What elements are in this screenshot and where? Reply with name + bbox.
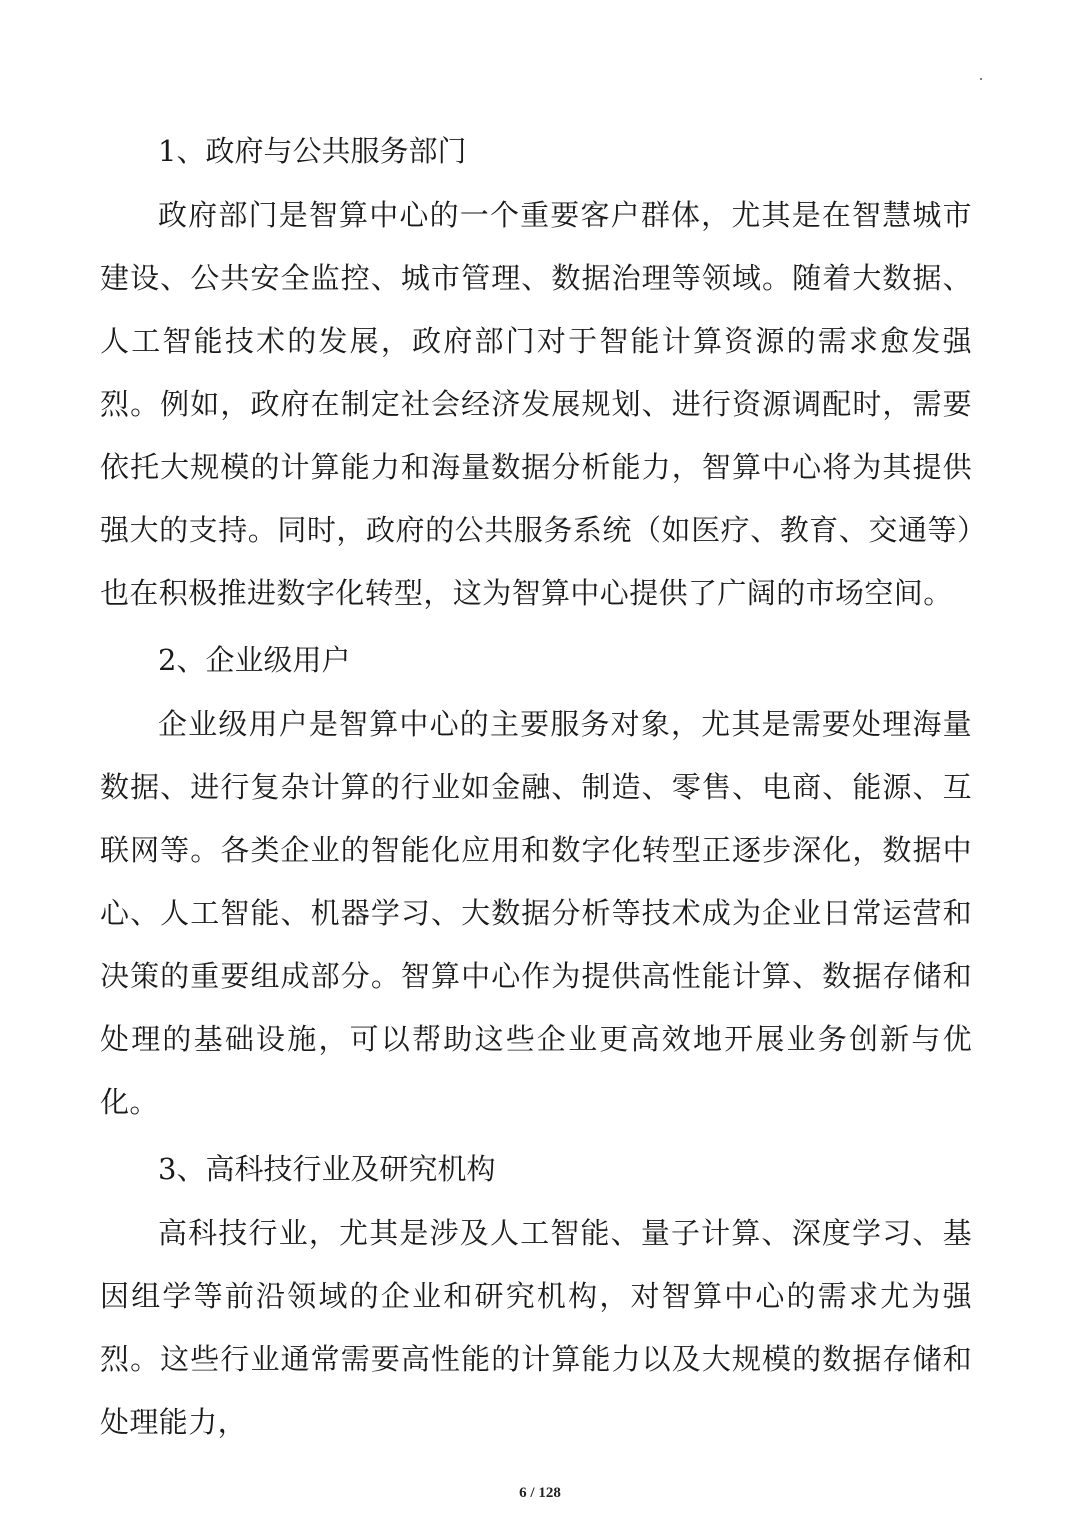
section-paragraph-3: 高科技行业，尤其是涉及人工智能、量子计算、深度学习、基因组学等前沿领域的企业和研究机构，对智算中心的需求尤为强烈。这些行业通常需要高性能的计算能力以及大规模的数据存储和处理能力， xyxy=(100,1216,972,1439)
section-paragraph-1: 政府部门是智算中心的一个重要客户群体，尤其是在智慧城市建设、公共安全监控、城市管理、数据治理等领域。随着大数据、人工智能技术的发展，政府部门对于智能计算资源的需求愈发强烈。例如，政府在制定社会经济发展规划、进行资源调配时，需要依托大规模的计算能力和海量数据分析能力，智算中心将为其提供强大的支持。同时，政府的公共服务系统（如医疗、教育、交通等）也在积极推进数字化转型，这为智算中心提供了广阔的市场空间。 xyxy=(100,198,972,610)
section-heading-3: 3、高科技行业及研究机构 xyxy=(158,1152,496,1186)
section-heading-2: 2、企业级用户 xyxy=(158,643,351,677)
section-heading-1: 1、政府与公共服务部门 xyxy=(158,134,467,168)
page-number: 6 / 128 xyxy=(519,1485,561,1501)
corner-mark xyxy=(980,78,982,80)
document-body xyxy=(100,120,972,1454)
section-paragraph-2: 企业级用户是智算中心的主要服务对象，尤其是需要处理海量数据、进行复杂计算的行业如金融、制造、零售、电商、能源、互联网等。各类企业的智能化应用和数字化转型正逐步深化，数据中心、人工智能、机器学习、大数据分析等技术成为企业日常运营和决策的重要组成部分。智算中心作为提供高性能计算、数据存储和处理的基础设施，可以帮助这些企业更高效地开展业务创新与优化。 xyxy=(100,707,972,1119)
